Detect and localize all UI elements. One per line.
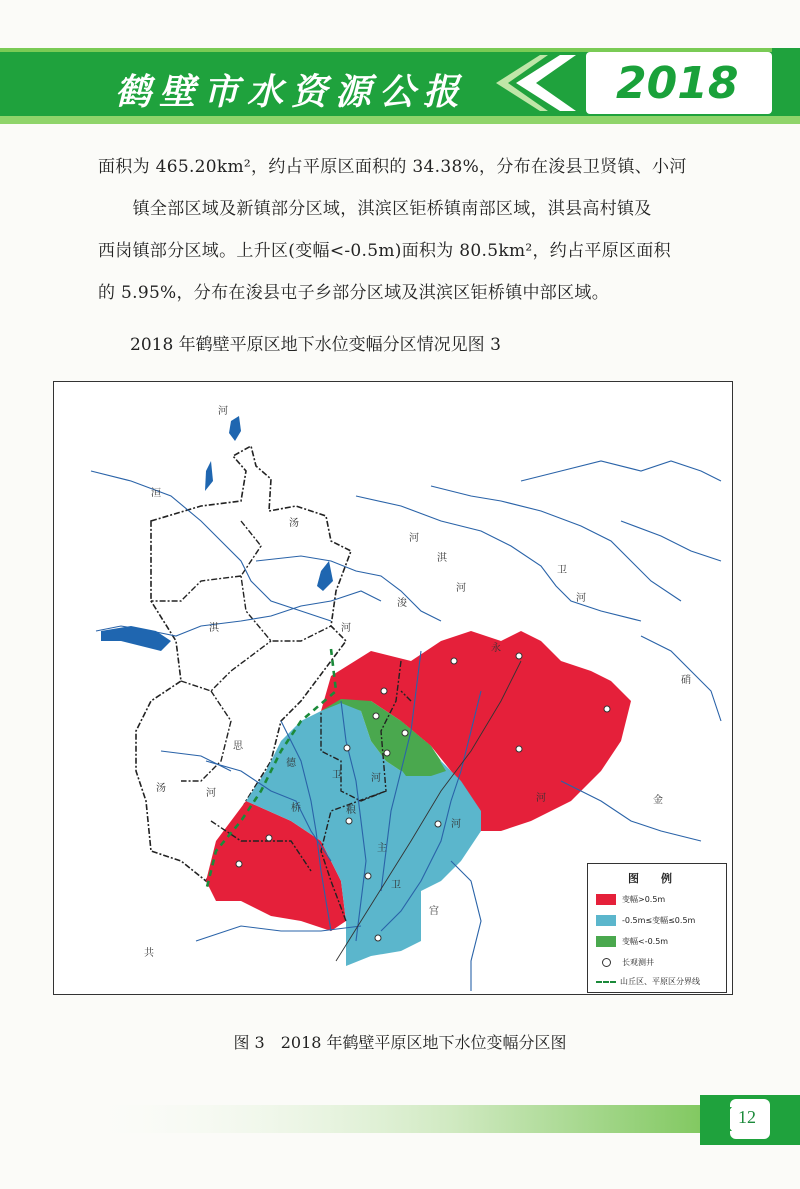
river-label: 河 — [536, 793, 546, 804]
river-label: 淇 — [209, 623, 219, 634]
publication-year: 2018 — [616, 58, 739, 109]
paragraph-line: 西岗镇部分区域。上升区(变幅<-0.5m)面积为 80.5km²，约占平原区面积 — [98, 241, 671, 261]
river-label: 主 — [377, 843, 387, 854]
river-label: 汤 — [289, 518, 299, 529]
reservoir — [101, 626, 171, 651]
legend-item-decline — [596, 894, 665, 905]
figure-caption: 图 3 2018 年鹤壁平原区地下水位变幅分区图 — [233, 1033, 567, 1052]
paragraph-line: 的 5.95%，分布在浚县屯子乡部分区域及淇滨区钜桥镇中部区域。 — [98, 283, 610, 303]
well-circle-icon — [602, 958, 611, 967]
body-text — [98, 146, 738, 314]
rise-swatch — [596, 936, 616, 947]
river-label: 河 — [371, 773, 381, 784]
river-label: 共 — [144, 948, 154, 959]
legend-item-boundary — [596, 976, 700, 987]
legend-label: 山丘区、平原区分界线 — [620, 977, 700, 986]
legend-title: 图例 — [628, 872, 694, 885]
river-label: 桥 — [291, 803, 301, 814]
map-frame — [53, 381, 733, 995]
legend-label: 变幅>0.5m — [622, 895, 666, 904]
map-legend — [587, 863, 727, 993]
river-label: 金 — [653, 795, 663, 806]
reservoir — [229, 416, 241, 441]
river-label: 淇 — [437, 553, 447, 564]
paragraph-line: 面积为 465.20km²，约占平原区面积的 34.38%，分布在浚县卫贤镇、小河 — [98, 157, 687, 177]
stable-swatch — [596, 915, 616, 926]
river-label: 河 — [218, 406, 228, 417]
legend-item-rise — [596, 936, 668, 947]
river-label: 河 — [206, 788, 216, 799]
river-label: 河 — [576, 593, 586, 604]
river-label: 硝 — [681, 675, 691, 686]
legend-item-stable — [596, 915, 695, 926]
river-label: 河 — [409, 533, 419, 544]
figure-intro: 2018 年鹤壁平原区地下水位变幅分区情况见图 3 — [130, 335, 501, 355]
river-label: 永 — [491, 643, 501, 654]
footer-banner — [0, 1085, 800, 1165]
decline-swatch — [596, 894, 616, 905]
legend-label: -0.5m≤变幅≤0.5m — [622, 916, 696, 925]
reservoir — [205, 461, 213, 491]
river-label: 卫 — [557, 565, 567, 576]
legend-item-well — [596, 957, 654, 968]
river-label: 洹 — [151, 488, 161, 499]
river-label: 汤 — [156, 783, 166, 794]
river-label: 卫 — [332, 770, 342, 781]
legend-label: 长观测井 — [622, 958, 654, 967]
river-label: 宫 — [429, 906, 439, 917]
page-number: 12 — [738, 1107, 756, 1127]
publication-title: 鹤壁市水资源公报 — [115, 72, 468, 113]
river-label: 德 — [286, 758, 296, 769]
river-label: 粮 — [346, 805, 356, 816]
page-footer — [0, 1085, 800, 1165]
river-label: 河 — [456, 583, 466, 594]
river-label: 河 — [341, 623, 351, 634]
legend-label: 变幅<-0.5m — [622, 937, 669, 946]
river-label: 卫 — [391, 880, 401, 891]
paragraph-line: 镇全部区域及新镇部分区域，淇滨区钜桥镇南部区域，淇县高村镇及 — [98, 199, 652, 219]
river-label: 思 — [233, 741, 243, 752]
page-header — [0, 0, 800, 130]
river-label: 浚 — [397, 598, 407, 609]
river-label: 河 — [451, 819, 461, 830]
boundary-line-icon — [596, 981, 616, 983]
